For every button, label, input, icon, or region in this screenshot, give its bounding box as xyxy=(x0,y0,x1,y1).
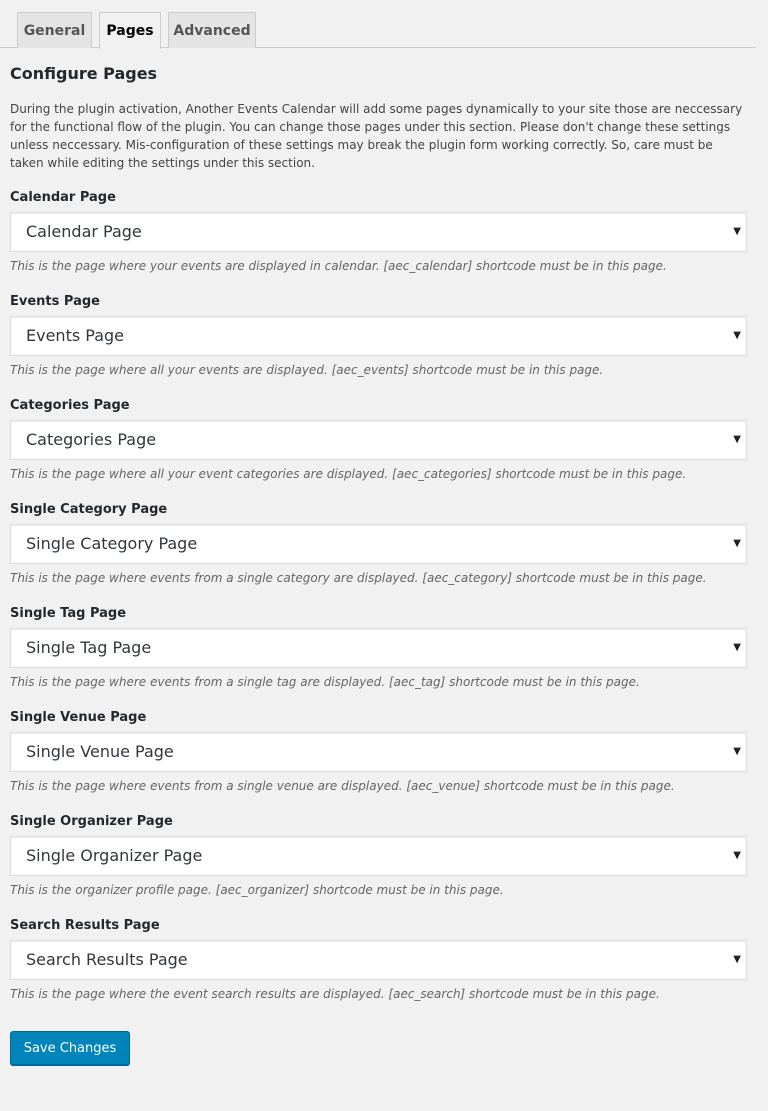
intro-text: During the plugin activation, Another Events Calendar will add some pages dynamically to your site those are neccessary for the functional flow of the plugin. You can change those pages under this section. Please don't change these settings unless neccessary. Mis-configuration of these settings may break the plugin form working correctly. So, care must be taken while editing the settings under this section. xyxy=(10,102,743,170)
chevron-down-icon: ▼ xyxy=(733,226,741,237)
events-page-select[interactable] xyxy=(10,316,747,356)
search-results-page-select[interactable] xyxy=(10,940,747,980)
field-label: Calendar Page xyxy=(10,190,116,205)
field-description: This is the page where events from a single category are displayed. [aec_category] shortcode must be in this page. xyxy=(10,571,707,585)
field-label: Events Page xyxy=(10,294,100,309)
tab-general[interactable]: General xyxy=(17,12,92,48)
single-category-page-select[interactable] xyxy=(10,524,747,564)
field-description: This is the page where events from a single venue are displayed. [aec_venue] shortcode must be in this page. xyxy=(10,779,675,793)
chevron-down-icon: ▼ xyxy=(733,434,741,445)
field-label: Search Results Page xyxy=(10,918,160,933)
page-title: Configure Pages xyxy=(10,64,158,83)
select-value: Calendar Page xyxy=(26,222,142,241)
field-label: Single Organizer Page xyxy=(10,814,173,829)
field-description: This is the page where the event search results are displayed. [aec_search] shortcode must be in this page. xyxy=(10,987,660,1001)
select-value: Single Category Page xyxy=(26,534,198,553)
field-description: This is the page where all your event categories are displayed. [aec_categories] shortcode must be in this page. xyxy=(10,467,687,481)
single-tag-page-select[interactable] xyxy=(10,628,747,668)
field-description: This is the page where all your events are displayed. [aec_events] shortcode must be in this page. xyxy=(10,363,604,377)
single-venue-page-select[interactable] xyxy=(10,732,747,772)
select-value: Single Organizer Page xyxy=(26,846,203,865)
chevron-down-icon: ▼ xyxy=(733,850,741,861)
select-value: Single Tag Page xyxy=(26,638,152,657)
chevron-down-icon: ▼ xyxy=(733,954,741,965)
select-value: Search Results Page xyxy=(26,950,188,969)
chevron-down-icon: ▼ xyxy=(733,746,741,757)
chevron-down-icon: ▼ xyxy=(733,330,741,341)
field-label: Categories Page xyxy=(10,398,130,413)
chevron-down-icon: ▼ xyxy=(733,538,741,549)
single-organizer-page-select[interactable] xyxy=(10,836,747,876)
select-value: Categories Page xyxy=(26,430,157,449)
settings-tabs xyxy=(0,12,756,48)
calendar-page-select[interactable] xyxy=(10,212,747,252)
field-description: This is the page where events from a single tag are displayed. [aec_tag] shortcode must be in this page. xyxy=(10,675,640,689)
field-label: Single Category Page xyxy=(10,502,168,517)
save-changes-button[interactable]: Save Changes xyxy=(10,1031,130,1065)
chevron-down-icon: ▼ xyxy=(733,642,741,653)
tab-pages[interactable]: Pages xyxy=(99,12,161,49)
field-description: This is the organizer profile page. [aec_organizer] shortcode must be in this page. xyxy=(10,883,504,897)
tab-advanced[interactable]: Advanced xyxy=(168,12,256,48)
field-label: Single Tag Page xyxy=(10,606,127,621)
select-value: Single Venue Page xyxy=(26,742,174,761)
field-description: This is the page where your events are displayed in calendar. [aec_calendar] shortcode must be in this page. xyxy=(10,259,667,273)
select-value: Events Page xyxy=(26,326,124,345)
categories-page-select[interactable] xyxy=(10,420,747,460)
field-label: Single Venue Page xyxy=(10,710,147,725)
